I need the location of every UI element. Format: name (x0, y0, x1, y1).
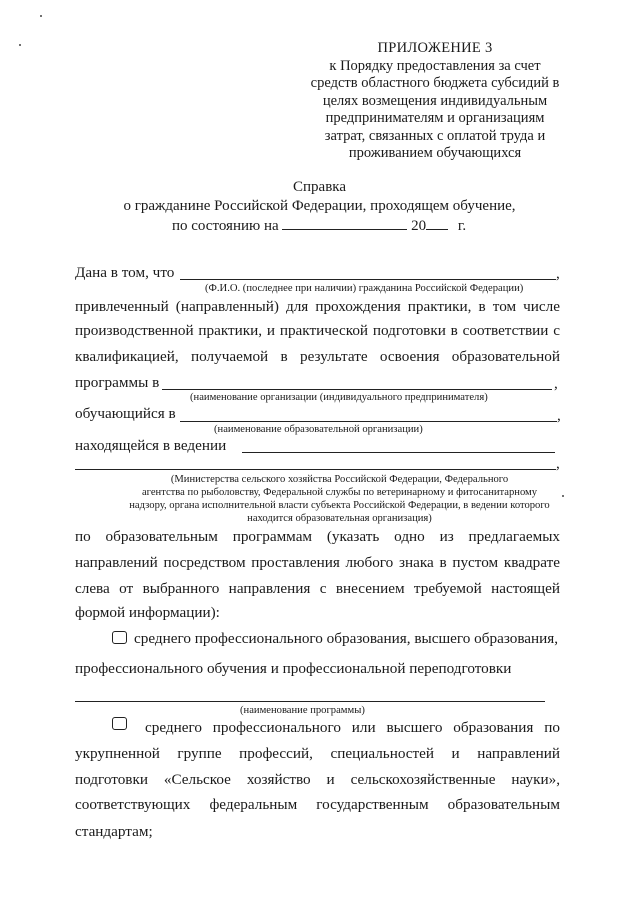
organization-caption: (наименование организации (индивидуального предпринимателя) (190, 392, 488, 403)
student-label: обучающийся в (75, 405, 176, 422)
date-year: 20 (411, 218, 427, 234)
appendix-line: целях возмещения индивидуальным (322, 92, 548, 109)
fio-caption: (Ф.И.О. (последнее при наличии) гражданина Российской Федерации) (205, 283, 524, 294)
option-2-line: соответствующих федеральным государственным образовательным (75, 796, 560, 813)
caption-line: (Министерства сельского хозяйства Российской Федерации, Федерального (170, 474, 509, 485)
paragraph-line: слева от выбранного направления с внесением требуемой настоящей (75, 580, 560, 597)
option-2-line: среднего профессионального или высшего образования по (145, 719, 560, 736)
document-title: Справка (293, 179, 346, 195)
document-subtitle: о гражданине Российской Федерации, проходящем обучение, (123, 198, 516, 214)
authority-field[interactable] (242, 452, 555, 453)
date-field[interactable] (282, 215, 407, 230)
caption-line: надзору, органа исполнительной власти субъекта Российской Федерации, в ведении которого (129, 500, 550, 511)
year-field[interactable] (426, 215, 448, 230)
paragraph-line: производственной практики, и практической подготовки в соответствии с (75, 322, 560, 339)
appendix-block (300, 40, 570, 163)
program-label: программы в (75, 374, 160, 391)
option-1-line: профессионального обучения и профессиональной переподготовки (75, 660, 512, 677)
option-2-line: стандартам; (75, 823, 153, 840)
education-org-field[interactable] (180, 421, 557, 422)
fio-field[interactable] (180, 279, 556, 280)
option-2-line: укрупненной группе профессий, специальностей и направлений (75, 745, 560, 762)
authority-label: находящейся в ведении (75, 437, 227, 454)
education-org-caption: (наименование образовательной организации) (214, 424, 423, 435)
appendix-line: к Порядку предоставления за счет (329, 57, 541, 74)
caption-line: находится образовательная организация) (247, 513, 432, 524)
comma: , (554, 375, 558, 392)
paragraph-line: направлений посредством проставления любого знака в пустом квадрате (75, 554, 560, 571)
organization-field[interactable] (162, 389, 552, 390)
appendix-line: затрат, связанных с оплатой труда и (324, 127, 546, 144)
option-checkbox-1[interactable] (112, 631, 127, 644)
program-name-field[interactable] (75, 701, 545, 702)
date-prefix: по состоянию на (172, 218, 279, 234)
date-row (172, 215, 466, 235)
authority-field-2[interactable] (75, 469, 556, 470)
authority-caption (0, 473, 639, 525)
appendix-title: ПРИЛОЖЕНИЕ 3 (377, 40, 493, 56)
program-caption: (наименование программы) (240, 705, 365, 716)
paragraph-line: привлеченный (направленный) для прохождения практики, в том числе (75, 298, 560, 315)
caption-line: агентства по рыболовству, Федеральной службы по ветеринарному и фитосанитарному (141, 487, 538, 498)
comma: , (556, 455, 560, 472)
appendix-line: предпринимателям и организациям (325, 110, 545, 126)
comma: , (557, 407, 561, 424)
appendix-line: проживанием обучающихся (348, 145, 522, 161)
option-checkbox-2[interactable] (112, 717, 127, 730)
option-2-line: подготовки «Сельское хозяйство и сельскохозяйственные науки», (75, 771, 560, 788)
option-1-line: среднего профессионального образования, высшего образования, (134, 630, 559, 647)
paragraph-line: формой информации): (75, 604, 220, 621)
comma: , (556, 265, 560, 282)
appendix-line: средств областного бюджета субсидий в (310, 75, 560, 91)
scan-speck (40, 15, 42, 17)
date-suffix: г. (457, 218, 467, 234)
paragraph-line: квалификацией, получаемой в результате освоения образовательной (75, 348, 560, 365)
paragraph-line: по образовательным программам (указать одно из предлагаемых (75, 528, 560, 545)
given-label: Дана в том, что (75, 264, 175, 281)
scan-speck (19, 44, 21, 46)
